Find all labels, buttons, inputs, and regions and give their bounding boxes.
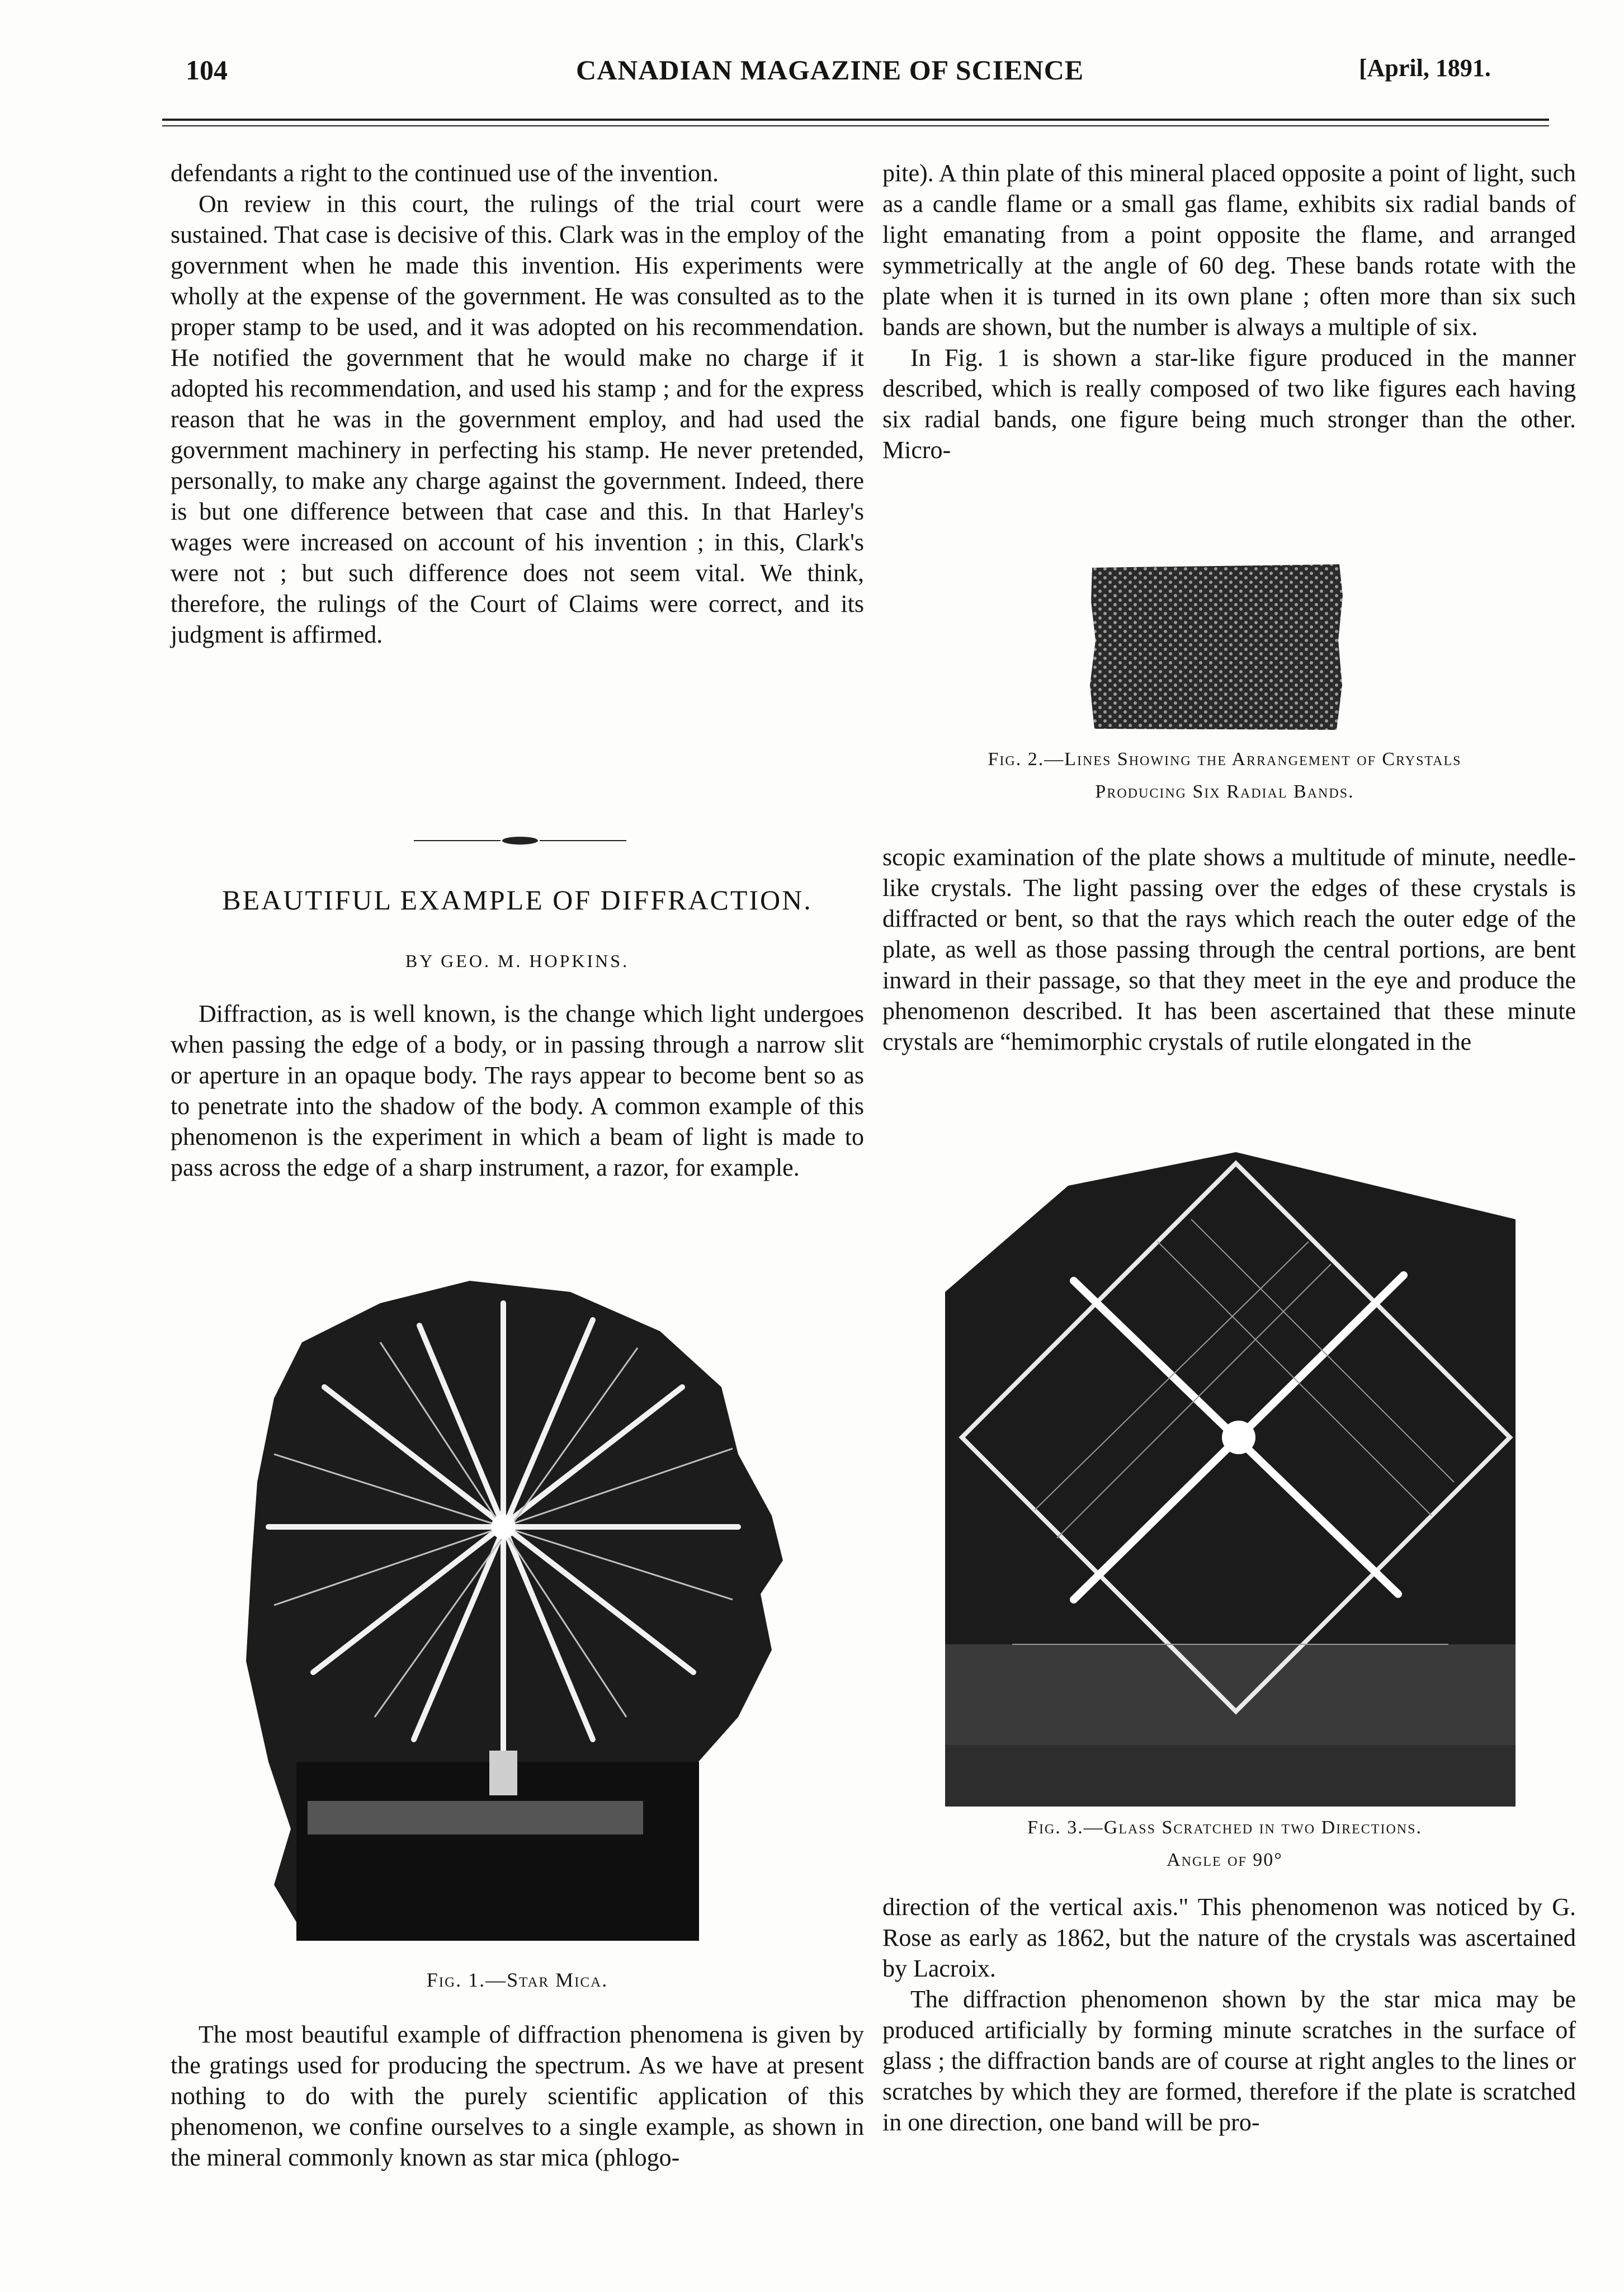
- article-byline: BY GEO. M. HOPKINS.: [405, 951, 630, 971]
- paragraph: pite). A thin plate of this mineral placed opposite a point of light, such as a candle flame or a small gas flame, exhibits six radial bands of light emanating from a point opposite the flame, and arranged symmetrically at the angle of 60 deg. These bands rotate with the plate when it is turned in its own plane ; often more than six such bands are shown, but the number is always a multiple of six.: [882, 159, 1576, 341]
- figure-3-caption-line-1: Fig. 3.—Glass Scratched in two Directions.: [1027, 1817, 1422, 1838]
- figure-2-caption-line-1: Fig. 2.—Lines Showing the Arrangement of Crystals: [988, 749, 1462, 770]
- right-column-text-middle: [882, 842, 1576, 1057]
- light-source-glow: [491, 1515, 516, 1539]
- figure-2-caption-line-2: Producing Six Radial Bands.: [1095, 781, 1354, 802]
- crystal-pattern: [1090, 564, 1343, 730]
- figure-2-crystal-lines: [1088, 562, 1345, 733]
- light-source-glow: [1222, 1421, 1255, 1454]
- figure-1-caption: Fig. 1.—Star Mica.: [426, 1969, 608, 1991]
- header-rule: [162, 119, 1549, 121]
- section-divider-ornament: [414, 832, 626, 849]
- paragraph: The most beautiful example of diffraction phenomena is given by the gratings used for producing the spectrum. As we have at present nothing to do with the purely scientific application of this phenomenon, we confine ourselves to a single example, as shown in the mineral commonly known as star mica (phlogo-: [171, 2021, 864, 2171]
- paragraph: Diffraction, as is well known, is the change which light undergoes when passing the edge of a body, or in passing through a narrow slit or aperture in an opaque body. The rays appear to become bent so as to penetrate into the shadow of the body. A common example of this phenomenon is the experiment in which a beam of light is made to pass across the edge of a sharp instrument, a razor, for example.: [171, 1000, 864, 1181]
- page-number: 104: [186, 54, 228, 86]
- article-continuation: [171, 2019, 864, 2173]
- right-column-text-bottom: [882, 1892, 1576, 2138]
- paragraph: On review in this court, the rulings of the trial court were sustained. That case is decisive of this. Clark was in the employ of the government when he made this invention. His experiments were wholly at the expense of the government. He was consulted as to the proper stamp to be used, and it was adopted on his recommendation. He notified the government that he would make no charge if it adopted his recommendation, and used his stamp ; and for the express reason that he was in the government employ, and had used the government machinery in perfecting his stamp. He never pretended, personally, to make any charge against the government. Indeed, there is but one difference between that case and this. In that Harley's wages were increased on account of his invention ; in this, Clark's were not ; but such difference does not seem vital. We think, therefore, the rulings of the Court of Claims were correct, and its judgment is affirmed.: [171, 190, 864, 648]
- stand-top: [308, 1801, 643, 1834]
- figure-3-caption-line-2: Angle of 90°: [1167, 1850, 1283, 1870]
- paragraph: scopic examination of the plate shows a multitude of minute, needle-like crystals. The light passing over the edges of these crystals is diffracted or bent, so that the rays which reach the outer edge of the plate, as well as those passing through the central portions, are bent inward in their passage, so that they meet in the eye and produce the phenomenon described. It has been ascertained that these minute crystals are “hemimorphic crystals of rutile elongated in the: [882, 843, 1576, 1055]
- paragraph: defendants a right to the continued use of the invention.: [171, 159, 719, 187]
- paragraph: The diffraction phenomenon shown by the star mica may be produced artificially by forming minute scratches in the surface of glass ; the diffraction bands are of course at right angles to the lines or scratches by which they are formed, therefore if the plate is scratched in one direction, one band will be pro-: [882, 1986, 1576, 2136]
- figure-1-star-mica: [235, 1270, 828, 1952]
- header-rule-thin: [162, 125, 1549, 126]
- paragraph: In Fig. 1 is shown a star-like figure produced in the manner described, which is really composed of two like figures each having six radial bands, one figure being much stronger than the other. Micro-: [882, 344, 1576, 464]
- article-title: BEAUTIFUL EXAMPLE OF DIFFRACTION.: [222, 884, 813, 916]
- candle-holder: [489, 1751, 517, 1795]
- figure-3-scratched-glass: [945, 1152, 1516, 1807]
- glass-base: [945, 1644, 1516, 1745]
- right-column-text-top: [882, 158, 1576, 465]
- journal-title: CANADIAN MAGAZINE OF SCIENCE: [576, 54, 1084, 86]
- left-column-text: [171, 158, 864, 650]
- paragraph: direction of the vertical axis." This phenomenon was noticed by G. Rose as early as 1862, but the nature of the crystals was ascertained by Lacroix.: [882, 1893, 1576, 1982]
- glass-stand: [945, 1745, 1516, 1807]
- article-intro: [171, 998, 864, 1183]
- issue-date: [April, 1891.: [1359, 54, 1491, 82]
